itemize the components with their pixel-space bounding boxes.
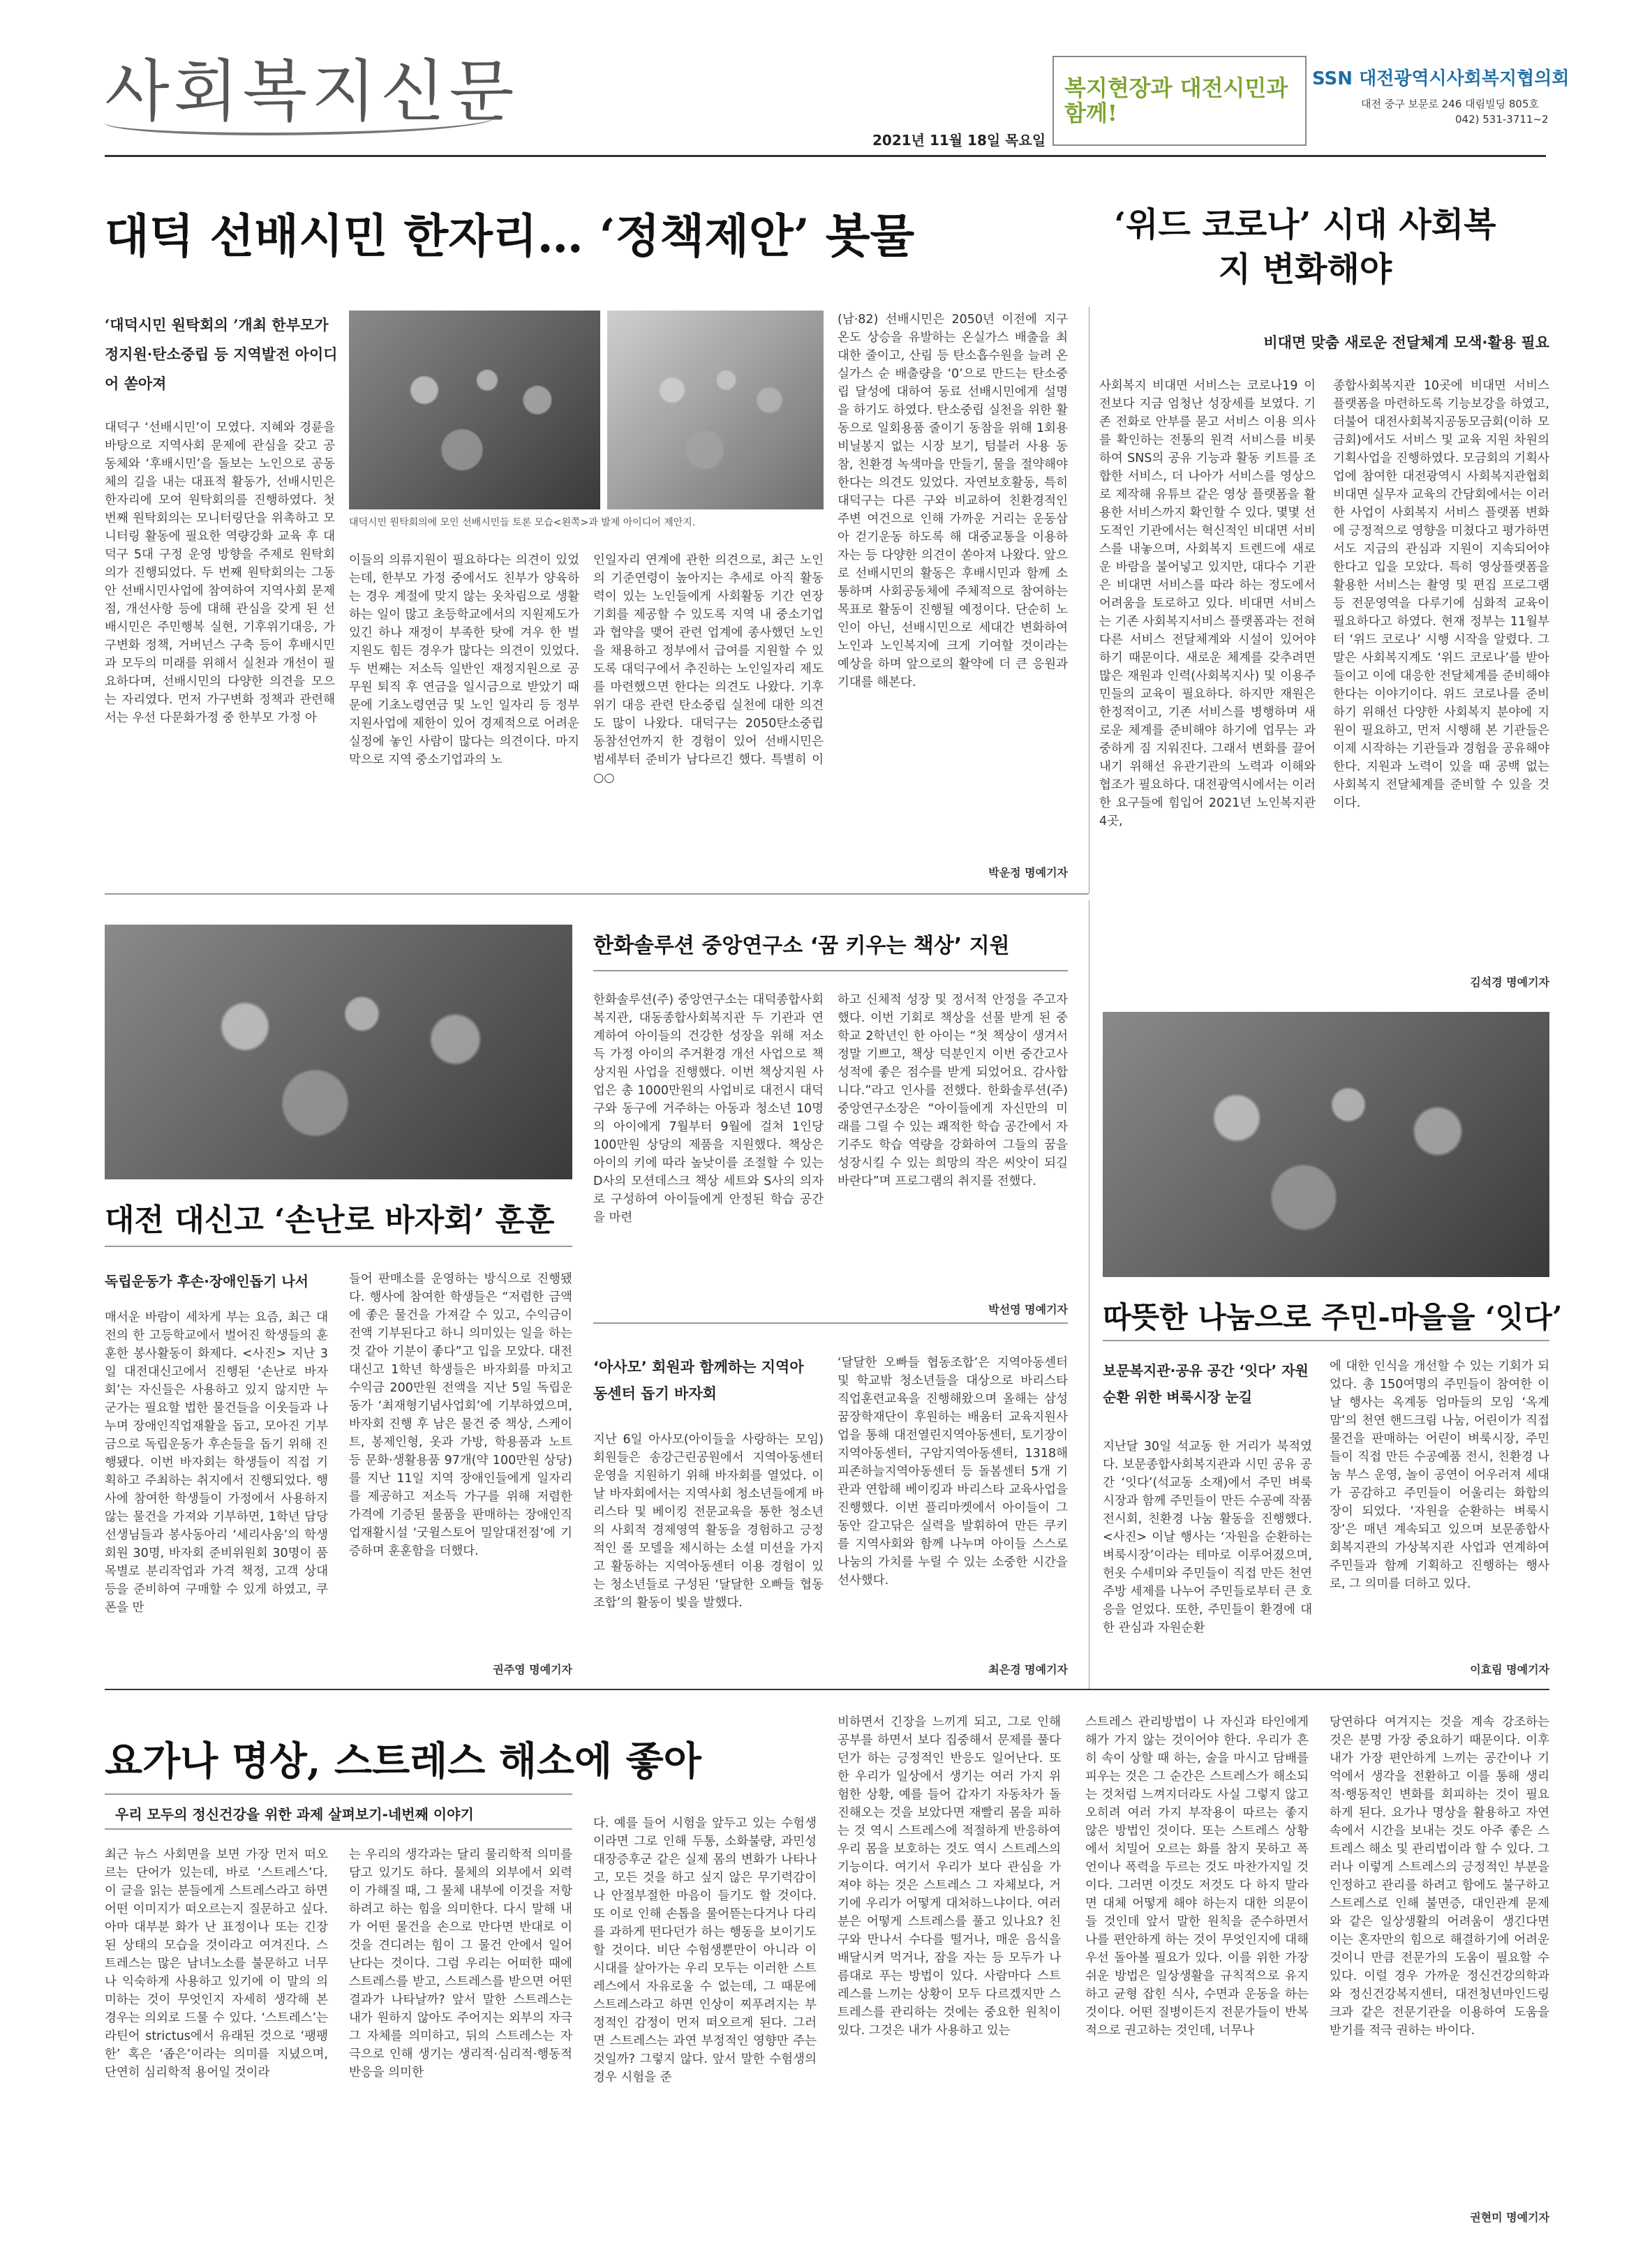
a7-body-col5: 스트레스 관리방법이 나 자신과 타인에게 해가 가지 않는 것이어야 한다. 우리가 흔히 속이 상할 때 하는, 술을 마시고 담배를 피우는 것은 그 순간은 스트레스가 해소되는 것처럼 느껴지더라도 사실 그렇지 않고 오히려 여러 가지 부작용이 따르는 좋지 않은 방법인 것이다. 또는 스트레스 상황에서 치밀어 오르는 화를 참지 못하고 폭언이나 폭력을 두르는 것도 마찬가지일 것이다. 그러면 이것도 저것도 다 하지 말라면 대체 어떻게 해야 하는지 대한 의문이 들 것인데 앞서 말한 원칙을 준수하면서 나를 편안하게 하는 것이 무엇인지에 대해 우선 돌아볼 필요가 있다. 이를 위한 가장 쉬운 방법은 일상생활을 규칙적으로 유지하고 균형 잡힌 식사, 수면과 운동을 하는 것이다. 어떤 질병이든지 전문가들이 반복적으로 권고하는 것인데, 너무나 xyxy=(1085,1715,1309,2038)
divider-a3-a5 xyxy=(593,1322,1068,1324)
a2-byline: 김석경 명예기자 xyxy=(1470,976,1549,989)
a1-headline: 대덕 선배시민 한자리… ‘정책제안’ 봇물 xyxy=(105,209,915,263)
publisher-name: SSN 대전광역시사회복지협의회 xyxy=(1312,68,1570,89)
a2-subtitle: 비대면 맞춤 새로운 전달체계 모색·활용 필요 xyxy=(1263,334,1549,351)
a5-body-col2: ‘달달한 오빠들 협동조합’은 지역아동센터 및 학교밖 청소년들을 대상으로 바리스타 직업훈련교육을 진행해왔으며 올해는 삼성꿈장학재단이 후원하는 배움터 교육지원사업을 통해 대전열린지역아동센터, 토기장이지역아동센터, 구암지역아동센터, 1318해피존하늘지역아동센터 등 돌봄센터 5개 기관과 연합해 베이킹과 바리스타 교육사업을 진행했다. 이번 플리마켓에서 아이들이 그동안 갈고닦은 실력을 발휘하여 만든 쿠키를 지역사회와 함께 나누며 아이들 스스로 나눔의 가치를 누릴 수 있는 소중한 시간을 선사했다. xyxy=(838,1356,1068,1588)
a7-rule-bottom xyxy=(105,1828,572,1830)
a1-byline: 박운정 명예기자 xyxy=(988,866,1068,879)
a1-body-col1: 대덕구 ‘선배시민’이 모였다. 지혜와 경륜을 바탕으로 지역사회 문제에 관심을 갖고 공동체와 ‘후배시민’을 돌보는 노인으로 공동체의 길을 내는 대표적 활동가, 선배시민은 한자리에 모여 원탁회의를 진행하였다. 첫 번째 원탁회의는 모니터링단을 위촉하고 모니터링 활동에 필요한 역량강화 교육 후 대덕구 5대 구정 운영 방향을 주제로 원탁회의가 진행되었다. 두 번째 원탁회의는 그동안 선배시민사업에 참여하여 지역사회 문제점, 개선사항 등에 대해 관심을 갖게 된 선배시민은 주민행복 실현, 기후위기대응, 가구변화 정책, 거버넌스 구축 등이 후배시민과 모두의 미래를 위해서 실천과 개선이 필요하다며, 선배시민의 다양한 의견을 모으는 자리였다. 먼저 가구변화 정책과 관련해서는 우선 다문화가정 중 한부모 가정 아 xyxy=(105,421,335,725)
a6-photo-market xyxy=(1103,1012,1549,1277)
masthead xyxy=(0,0,1652,161)
a5-body-col1: 지난 6일 아사모(아이들을 사랑하는 모임) 회원들은 송강근린공원에서 지역아동센터 운영을 지원하기 위해 바자회를 열었다. 이날 바자회에서는 지역사회 청소년들에게 바리스타 및 베이킹 전문교육을 통한 청소년의 사회적 경제영역 활동을 경험하고 긍정적인 롤 모델을 제시하는 소셜 미션을 가지고 활동하는 지역아동센터 이용 경험이 있는 청소년들로 구성된 ‘달달한 오빠들 협동조합’의 활동이 빛을 발했다. xyxy=(593,1433,824,1610)
a5-byline: 최은경 명예기자 xyxy=(988,1663,1068,1676)
a4-photo-bazaar xyxy=(105,925,572,1179)
slogan-text: 복지현장과 대전시민과 함께! xyxy=(1064,75,1288,126)
a1-photo-proposals xyxy=(607,311,824,509)
a3-rule xyxy=(593,970,1068,971)
a4-rule xyxy=(105,1246,572,1247)
a4-headline: 대전 대신고 ‘손난로 바자회’ 훈훈 xyxy=(105,1202,555,1238)
a3-body-col2: 하고 신체적 성장 및 정서적 안정을 주고자 했다. 이번 기회로 책상을 선물 받게 된 중학교 2학년인 한 아이는 “첫 책상이 생겨서 정말 기쁘고, 책상 덕분인지 이번 중간고사 성적에 좋은 점수를 받게 되었어요. 감사합니다.”라고 인사를 전했다. 한화솔루션(주) 중앙연구소장은 “아이들에게 자신만의 미래를 그릴 수 있는 쾌적한 학습 공간에서 자기주도 학습 역량을 강화하여 그들의 꿈을 성장시킬 수 있는 희망의 작은 씨앗이 되길 바란다”며 프로그램의 취지를 전했다. xyxy=(838,993,1068,1188)
a7-body-col4: 비하면서 긴장을 느끼게 되고, 그로 인해 공부를 하면서 보다 집중해서 문제를 풀다던가 하는 긍정적인 반응도 일어난다. 또한 우리가 일상에서 생기는 여러 가지 위험한 상황, 예를 들어 갑자기 자동차가 돌진해오는 것을 보았다면 재빨리 몸을 피하는 것 역시 스트레스에 적절하게 반응하여 우리 몸을 보호하는 것도 역시 스트레스의 기능이다. 여기서 우리가 보다 관심을 가져야 하는 것은 스트레스 그 자체보다, 거기에 우리가 어떻게 대처하느냐이다. 여러분은 어떻게 스트레스를 풀고 있나요? 친구와 만나서 수다를 떨거나, 매운 음식을 배달시켜 먹거나, 잠을 자는 등 모두가 나름대로 푸는 방법이 있다. 사람마다 스트레스를 느끼는 상황이 모두 다르겠지만 스트레스를 관리하는 것에는 중요한 원칙이 있다. 그것은 내가 사용하고 있는 xyxy=(838,1715,1061,2038)
a6-body-col2: 에 대한 인식을 개선할 수 있는 기회가 되었다. 총 150여명의 주민들이 참여한 이날 행사는 옥계동 엄마들의 모임 ‘옥계맘’의 천연 핸드크림 나눔, 어린이가 직접 물건을 판매하는 어린이 벼룩시장, 주민들이 직접 만든 수공예품 전시, 친환경 나눔 부스 운영, 놀이 공연이 어우러져 세대가 공감하고 주민들이 어울리는 화합의 장이 되었다. ‘자원을 순환하는 벼룩시장’은 매년 계속되고 있으며 보문종합사회복지관의 가상복지관 사업과 연계하여 주민들과 함께 기획하고 진행하는 행사로, 그 의미를 더하고 있다. xyxy=(1330,1359,1549,1591)
a1-photo-discussion xyxy=(349,311,600,509)
newspaper-title: 사회복지신문 xyxy=(105,52,519,130)
a1-subtitle: ‘대덕시민 원탁회의 ’개최 한부모가정지원·탄소중립 등 지역발전 아이디어 쏟아져 xyxy=(105,316,338,392)
a1-body-col3: 인일자리 연계에 관한 의견으로, 최근 노인의 기준연령이 높아지는 추세로 아직 활동력이 있는 노인들에게 사회활동 기간 연장 기회를 제공할 수 있도록 지역 내 중소기업과 협약을 맺어 관련 업계에 종사했던 노인을 채용하고 정부에서 급여를 지원할 수 있도록 대덕구에서 추진하는 노인일자리 제도를 마련했으면 한다는 의견도 나왔다. 기후위기 대응 관련 탄소중립 실천에 대한 의견도 많이 나왔다. 대덕구는 2050탄소중립 동참선언까지 한 경험이 있어 선배시민은 범세부터 준비가 남다르긴 했다. 특별히 이○○ xyxy=(593,553,824,785)
a3-body-col1: 한화솔루션(주) 중앙연구소는 대덕종합사회복지관, 대동종합사회복지관 두 기관과 연계하여 아이들의 건강한 성장을 위해 저소득 가정 아이의 주거환경 개선 사업으로 책상지원 사업을 진행했다. 이번 책상지원 사업은 총 1000만원의 사업비로 대전시 대덕구와 동구에 거주하는 아동과 청소년 10명의 아이에게 7월부터 9월에 걸쳐 1인당 100만원 상당의 제품을 지원했다. 책상은 아이의 키에 따라 높낮이를 조절할 수 있는 D사의 모션데스크 책상 세트와 S사의 의자로 구성하여 아이들에게 안정된 학습 공간을 마련 xyxy=(593,993,824,1225)
a3-byline: 박선영 명예기자 xyxy=(988,1303,1068,1316)
a4-body-col1: 매서운 바람이 세차게 부는 요즘, 최근 대전의 한 고등학교에서 벌어진 학생들의 훈훈한 봉사활동이 화제다. <사진> 지난 3일 대전대신고에서 진행된 ‘손난로 바자회’는 자신들은 사용하고 있지 않지만 누군가는 필요할 법한 물건들을 이웃들과 나누며 장애인직업재활을 돕고, 모아진 기부금으로 독립운동가 후손들을 돕기 위해 진행됐다. 이번 바자회는 학생들이 직접 기획하고 주최하는 취지에서 진행되었다. 행사에 참여한 학생들이 가정에서 사용하지 않는 물건을 가져와 기부하면, 1학년 담당 선생님들과 봉사동아리 ‘세리사움’의 학생회원 30명, 바자회 준비위원회 30명이 품목별로 분리작업과 가격 책정, 고객 상대 등을 준비하여 구매할 수 있게 하였고, 쿠폰을 만 xyxy=(105,1311,328,1615)
a6-headline: 따뜻한 나눔으로 주민-마을을 ‘잇다’ xyxy=(1103,1300,1563,1334)
publisher-address: 대전 중구 보문로 246 대림빌딩 805호 xyxy=(1361,98,1539,110)
a7-body-col1: 최근 뉴스 사회면을 보면 가장 먼저 떠오르는 단어가 있는데, 바로 ‘스트레스’다. 이 글을 읽는 분들에게 스트레스라고 하면 어떤 이미지가 떠오르는지 질문하고 싶다. 아마 대부분 화가 난 표정이나 또는 긴장된 상태의 모습을 것이라고 여겨진다. 스트레스는 많은 남녀노소를 불문하고 너무나 익숙하게 사용하고 있기에 이 말의 의미하는 것이 무엇인지 자세히 생각해 본 경우는 의외로 드물 수 있다. ‘스트레스’는 라틴어 strictus에서 유래된 것으로 ‘팽팽한’ 혹은 ‘좁은’이라는 의미를 지녔으며, 단연히 심리학적 용어일 것이라 xyxy=(105,1848,328,2080)
a7-subtitle: 우리 모두의 정신건강을 위한 과제 살펴보기-네번째 이야기 xyxy=(115,1806,474,1823)
a4-body-col2: 들어 판매소를 운영하는 방식으로 진행됐다. 행사에 참여한 학생들은 “저렴한 금액에 좋은 물건을 가져갈 수 있고, 수익금이 전액 기부된다고 하니 의미있는 일을 하는 것 같아 기분이 좋다”고 입을 모았다. 대전대신고 1학년 학생들은 바자회를 마치고 수익금 200만원 전액을 지난 5일 독립운동가 ‘최재형기념사업회’에 기부하였으며, 바자회 진행 후 남은 물건 중 책상, 스케이트, 봉제인형, 옷과 가방, 학용품과 노트 등 문화·생활용품 97개(약 100만원 상당)를 지난 11일 지역 장애인들에게 일자리를 제공하고 저소득 가구를 위해 저렴한 가격에 기증된 물품을 판매하는 장애인직업재활시설 ‘굿윌스토어 밀알대전점’에 기증하며 훈훈함을 더했다. xyxy=(349,1272,572,1558)
a3-headline: 한화솔루션 중앙연구소 ‘꿈 키우는 책상’ 지원 xyxy=(593,934,1010,958)
a5-subtitle: ‘아사모’ 회원과 함께하는 지역아동센터 돕기 바자회 xyxy=(593,1359,804,1402)
a6-byline: 이효림 명예기자 xyxy=(1470,1663,1549,1676)
a1-photo-caption: 대덕시민 원탁회의에 모인 선배시민들 토론 모습<왼쪽>과 발제 아이디어 제안지. xyxy=(349,517,696,528)
a7-byline: 권현미 명예기자 xyxy=(1470,2211,1549,2224)
divider-bottom-section xyxy=(105,1689,1549,1690)
publisher-phone: 042) 531-3711~2 xyxy=(1455,113,1549,126)
a2-body-col1: 사회복지 비대면 서비스는 코로나19 이전보다 지금 엄청난 성장세를 보였다. 기존 전화로 안부를 묻고 서비스 이용 의사를 확인하는 전통의 원격 서비스를 비롯하여 SNS의 공유 기능과 활동 키트를 조합한 서비스, 더 나아가 서비스를 영상으로 제작해 유튜브 같은 영상 플랫폼을 활용한 서비스까지 확인할 수 있다. 몇몇 선도적인 기관에서는 혁신적인 비대면 서비스를 내놓으며, 사회복지 트렌드에 새로운 바람을 불어넣고 있지만, 대다수 기관은 비대면 서비스를 따라 하는 정도에서 어려움을 토로하고 있다. 비대면 서비스는 기존 사회복지서비스 플랫폼과는 전혀 다른 서비스 전달체계와 시설이 있어야 하기 때문이다. 새로운 체계를 갖추려면 많은 재원과 인력(사회복지사) 및 이용주민들의 교육이 필요하다. 하지만 재원은 한정적이고, 기존 서비스를 병행하며 새로운 체계를 준비해야 하기에 업무는 과중하게 짐 지워진다. 그래서 변화를 끌어내기 위해선 유관기관의 노력과 이해와 협조가 필요하다. 대전광역시에서는 이러한 요구들에 힘입어 2021년 노인복지관 4곳, xyxy=(1099,379,1316,828)
a7-headline: 요가나 명상, 스트레스 해소에 좋아 xyxy=(105,1738,701,1784)
a4-byline: 권주영 명예기자 xyxy=(493,1663,572,1676)
a6-subtitle: 보문복지관·공유 공간 ‘잇다’ 자원순환 위한 벼룩시장 눈길 xyxy=(1103,1362,1309,1405)
a6-body-col1: 지난달 30일 석교동 한 거리가 북적였다. 보문종합사회복지관과 시민 공유 공간 ‘잇다’(석교동 소재)에서 주민 벼룩시장과 함께 주민들이 만든 수공예 작품 전시회, 친환경 나눔 활동을 진행했다. <사진> 이날 행사는 ‘자원을 순환하는 벼룩시장’이라는 테마로 이루어졌으며, 헌옷 수세미와 주민들이 직접 만든 천연 주방 세제를 나누어 주민들로부터 큰 호응을 얻었다. 또한, 주민들이 환경에 대한 관심과 자원순환 xyxy=(1103,1440,1312,1635)
a2-headline: ‘위드 코로나’ 시대 사회복지 변화해야 xyxy=(1114,205,1496,289)
a7-body-col6: 당연하다 여겨지는 것을 계속 강조하는 것은 분명 가장 중요하기 때문이다. 이후 내가 가장 편안하게 느끼는 공간이나 기억에서 생각을 전환하고 이를 통해 생리적·행동적인 변화를 회피하는 것이 필요하게 된다. 요가나 명상을 활용하고 자연 속에서 시간을 보내는 것도 아주 좋은 스트레스 해소 및 관리법이라 할 수 있다. 그러나 이렇게 스트레스의 긍정적인 부분을 인정하고 관리를 하려고 함에도 불구하고 스트레스로 인해 불면증, 대인관계 문제와 같은 일상생활의 어려움이 생긴다면 이는 혼자만의 힘으로 해결하기에 어려운 것이니 만큼 전문가의 도움이 필요할 수 있다. 이럴 경우 가까운 정신건강의학과와 정신건강복지센터, 대전청년마인드링크과 같은 전문기관을 이용하여 도움을 받기를 적극 권하는 바이다. xyxy=(1330,1715,1549,2038)
a7-body-col2: 는 우리의 생각과는 달리 물리학적 의미를 담고 있기도 하다. 물체의 외부에서 외력이 가해질 때, 그 물체 내부에 이것을 저항하려고 하는 힘을 의미한다. 다시 말해 내가 어떤 물건을 손으로 만다면 반대로 이것을 견디려는 힘이 그 물건 안에서 일어난다는 것이다. 그럼 우리는 어떠한 때에 스트레스를 받고, 스트레스를 받으면 어떤 결과가 나타날까? 앞서 말한 스트레스는 내가 원하지 않아도 주어지는 외부의 자극 그 자체를 의미하고, 뒤의 스트레스는 자극으로 인해 생기는 생리적·심리적·행동적 반응을 의미한 xyxy=(349,1848,572,2080)
a7-body-col3: 다. 예를 들어 시험을 앞두고 있는 수험생이라면 그로 인해 두통, 소화불량, 과민성대장증후군 같은 실제 몸의 변화가 나타나고, 모든 것을 하고 싶지 않은 무기력감이나 안절부절한 마음이 들기도 할 것이다. 또 이로 인해 손톱을 물어뜯는다거나 다리를 과하게 떤다던가 하는 행동을 보이기도 할 것이다. 비단 수험생뿐만이 아니라 이 시대를 살아가는 우리 모두는 이러한 스트레스에서 자유로울 수 없는데, 그 때문에 스트레스라고 하면 인상이 찌푸려지는 부정적인 감정이 먼저 떠오르게 된다. 그러면 스트레스는 과연 부정적인 영향만 주는 것일까? 그렇지 않다. 앞서 말한 수험생의 경우 시험을 준 xyxy=(593,1816,817,2084)
a2-body-col2: 종합사회복지관 10곳에 비대면 서비스 플랫폼을 마련하도록 기능보강을 하였고, 더불어 대전사회복지공동모금회(이하 모금회)에서도 서비스 및 교육 지원 차원의 기획사업을 진행하였다. 모금회의 기획사업에 참여한 대전광역시 사회복지관협회 비대면 실무자 교육의 간담회에서는 이러한 사업이 사회복지 서비스 플랫폼 변화에 긍정적으로 영향을 미쳤다고 평가하면서도 지금의 관심과 지원이 지속되어야 한다고 입을 모았다. 특히 영상플랫폼을 활용한 서비스는 촬영 및 편집 프로그램 등 전문영역을 다루기에 심화적 교육이 필요하다고 하였다. 현재 정부는 11월부터 ‘위드 코로나’ 시행 시작을 알렸다. 그 말은 사회복지계도 ‘위드 코로나’를 받아들이고 이에 대응한 전달체계를 준비해야 한다는 이야기이다. 위드 코로나를 준비하기 위해선 다양한 사회복지 분야에 지원이 필요하고, 먼저 시행해 본 기관들은 이제 시작하는 기관들과 경험을 공유해야 한다. 지원과 노력이 있을 때 공백 없는 사회복지 전달체계를 준비할 수 있을 것이다. xyxy=(1333,379,1549,810)
a6-rule xyxy=(1103,1340,1549,1341)
a4-subtitle: 독립운동가 후손·장애인돕기 나서 xyxy=(105,1273,309,1290)
a7-rule-top xyxy=(105,1793,572,1795)
issue-date: 2021년 11월 18일 목요일 xyxy=(872,132,1046,149)
a1-body-col4: (남·82) 선배시민은 2050년 이전에 지구 온도 상승을 유발하는 온실가스 배출을 최대한 줄이고, 산림 등 탄소흡수원을 늘려 온실가스 순 배출량을 ‘0’으로 만드는 탄소중립 달성에 대하여 동료 선배시민에게 설명을 하기도 하였다. 탄소중립 실천을 위한 활동으로 일회용품 줄이기 동참을 위해 1회용 비닐봉지 없는 시장 보기, 텀블러 사용 동참, 친환경 녹색마을 만들기, 물을 절약해야 한다는 의견도 있었다. 자연보호활동, 특히 대덕구는 다른 구와 비교하여 친환경적인 주변 여건으로 인해 가까운 거리는 운동삼아 걷기운동 하도록 해 대중교통을 이용하자는 등 다양한 의견이 쏟아져 나왔다. 앞으로 선배시민의 활동은 후배시민과 함께 소통하며 사회공동체에 주체적으로 참여하는 목표로 활동이 진행될 예정이다. 단순히 노인이 아닌, 선배시민으로 세대간 변화하여 노인과 노인복지에 크게 기여할 것이라는 예상을 하며 앞으로의 활약에 더 큰 응원과 기대를 해본다. xyxy=(838,313,1068,689)
masthead-rule xyxy=(105,155,1546,157)
a1-body-col2: 이들의 의류지원이 필요하다는 의견이 있었는데, 한부모 가정 중에서도 친부가 양육하는 경우 계절에 맞지 않는 옷차림으로 생활하는 일이 많고 초등학교에서의 지원제도가 있긴 하나 재정이 부족한 탓에 겨우 한 벌 지원도 힘든 경우가 많다는 의견이 있었다. 두 번째는 저소득 일반인 재정지원으로 공무원 퇴직 후 연금을 일시금으로 받았기 때문에 기초노령연금 및 노인 일자리 등 정부지원사업에 제한이 있어 경제적으로 어려운 실정에 놓인 사람이 많다는 의견이다. 마지막으로 지역 중소기업과의 노 xyxy=(349,553,579,767)
divider-top-section xyxy=(105,893,1089,895)
